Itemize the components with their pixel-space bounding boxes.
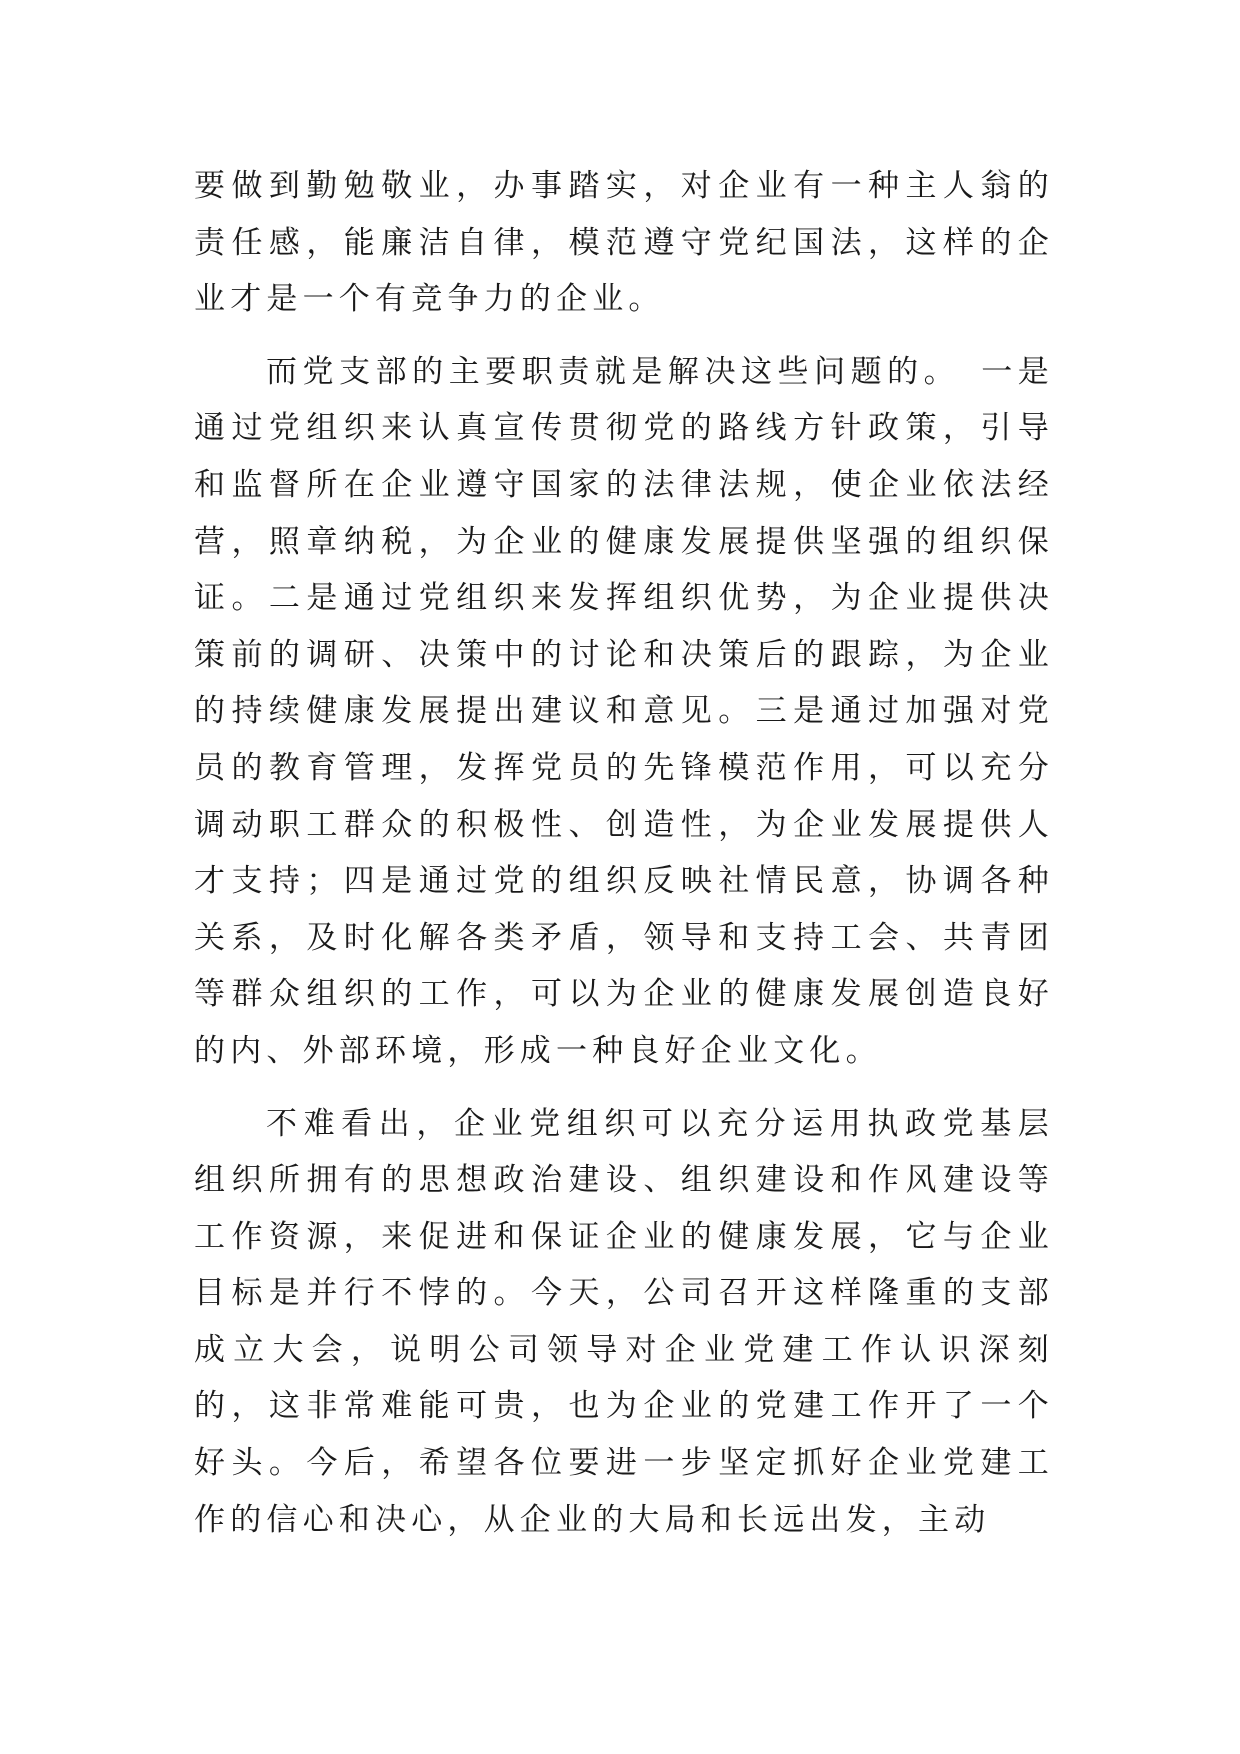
body-text — [194, 158, 1054, 1548]
paragraph-duties: 而党支部的主要职责就是解决这些问题的。 一是通过党组织来认真宣传贯彻党的路线方针政策，引导和监督所在企业遵守国家的法律法规，使企业依法经营，照章纳税，为企业的健康发展提供坚强的组织保证。二是通过党组织来发挥组织优势，为企业提供决策前的调研、决策中的讨论和决策后的跟踪，为企业的持续健康发展提出建议和意见。三是通过加强对党员的教育管理，发挥党员的先锋模范作用，可以充分调动职工群众的积极性、创造性，为企业发展提供人才支持；四是通过党的组织反映社情民意，协调各种关系，及时化解各类矛盾，领导和支持工会、共青团等群众组织的工作，可以为企业的健康发展创造良好的内、外部环境，形成一种良好企业文化。 — [194, 353, 1054, 1069]
paragraph-gap — [194, 1080, 1054, 1096]
paragraph-conclusion: 不难看出，企业党组织可以充分运用执政党基层组织所拥有的思想政治建设、组织建设和作风建设等工作资源，来促进和保证企业的健康发展，它与企业目标是并行不悖的。今天，公司召开这样隆重的支部成立大会，说明公司领导对企业党建工作认识深刻的，这非常难能可贵，也为企业的党建工作开了一个好头。今后，希望各位要进一步坚定抓好企业党建工作的信心和决心，从企业的大局和长远出发，主动 — [194, 1105, 1054, 1538]
paragraph-gap — [194, 328, 1054, 344]
paragraph-continuation: 要做到勤勉敬业，办事踏实，对企业有一种主人翁的责任感，能廉洁自律，模范遵守党纪国法，这样的企业才是一个有竞争力的企业。 — [194, 168, 1054, 318]
